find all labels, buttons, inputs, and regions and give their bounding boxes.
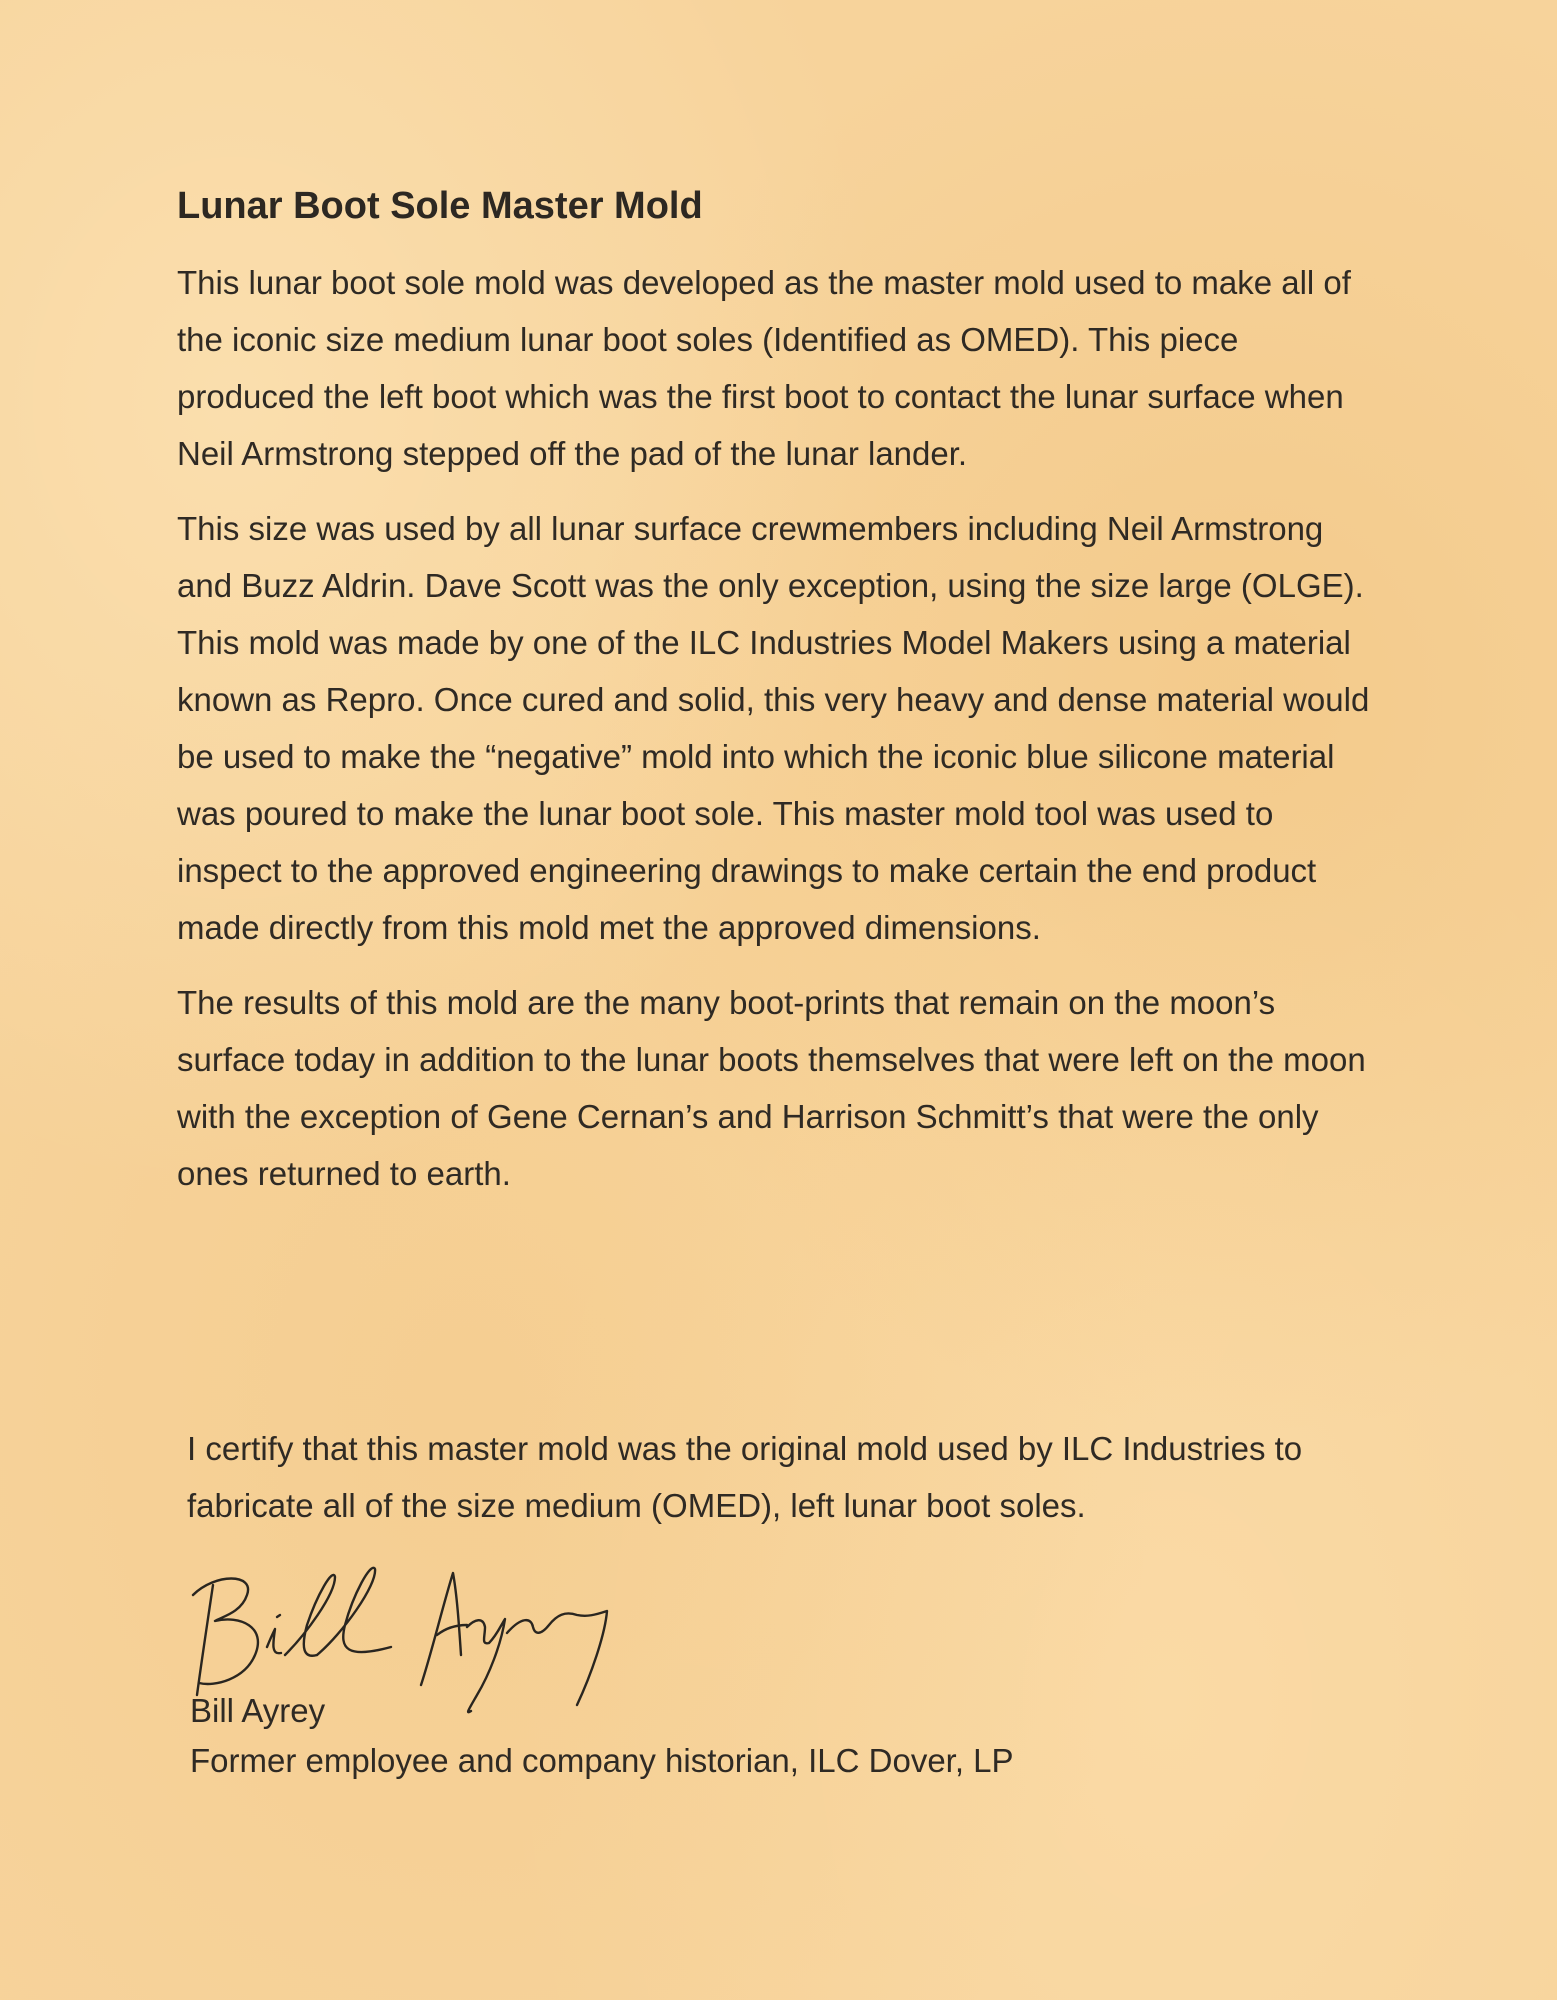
signer-title: Former employee and company historian, ILC Dover, LP [190,1742,1014,1779]
paragraph-3: The results of this mold are the many boot-prints that remain on the moon’s surface today in addition to the lunar boots themselves that were left on the moon with the exception of Gene Cernan’s and Harrison Schmitt’s that were the only ones returned to earth. [177,984,1366,1192]
paragraph-1: This lunar boot sole mold was developed as the master mold used to make all of the iconic size medium lunar boot soles (Identified as OMED). This piece produced the left boot which was the first boot to contact the lunar surface when Neil Armstrong stepped off the pad of the lunar lander. [177,264,1351,472]
paragraph-2: This size was used by all lunar surface crewmembers including Neil Armstrong and Buzz Aldrin. Dave Scott was the only exception, using the size large (OLGE). This mold was made by one of the ILC Industries Model Makers using a material known as Repro. Once cured and solid, this very heavy and dense material would be used to make the “negative” mold into which the iconic blue silicone material was poured to make the lunar boot sole. This master mold tool was used to inspect to the approved engineering drawings to make certain the end product made directly from this mold met the approved dimensions. [177,510,1370,946]
certification-statement: I certify that this master mold was the original mold used by ILC Industries to fabricate all of the size medium (OMED), left lunar boot soles. [187,1430,1303,1524]
document-title: Lunar Boot Sole Master Mold [177,185,703,227]
document-body [177,180,1377,1220]
signer-name: Bill Ayrey [190,1692,326,1729]
